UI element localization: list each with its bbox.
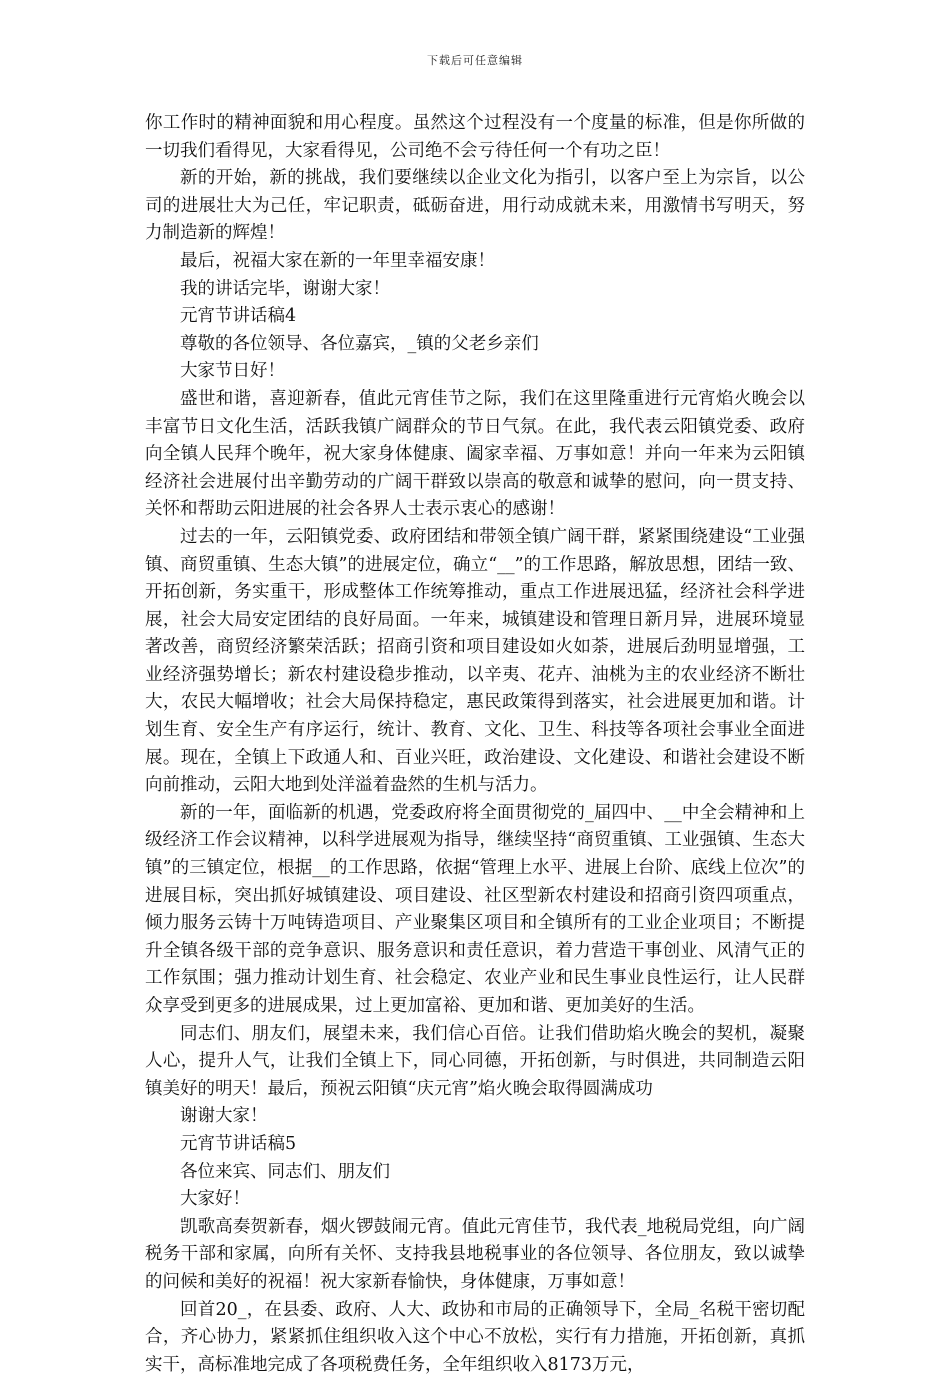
- paragraph: 新的一年，面临新的机遇，党委政府将全面贯彻党的_届四中、__中全会精神和上级经济工作会议精神，以科学进展观为指导，继续坚持“商贸重镇、工业强镇、生态大镇”的三镇定位，根据__的工作思路，依据“管理上水平、进展上台阶、底线上位次”的进展目标，突出抓好城镇建设、项目建设、社区型新农村建设和招商引资四项重点，倾力服务云铸十万吨铸造项目、产业聚集区项目和全镇所有的工业企业项目；不断提升全镇各级干部的竞争意识、服务意识和责任意识，着力营造干事创业、风清气正的工作氛围；强力推动计划生育、社会稳定、农业产业和民生事业良性运行，让人民群众享受到更多的进展成果，过上更加富裕、更加和谐、更加美好的生活。: [145, 802, 805, 1016]
- paragraph: 凯歌高奏贺新春，烟火锣鼓闹元宵。值此元宵佳节，我代表_地税局党组，向广阔税务干部和家属，向所有关怀、支持我县地税事业的各位领导、各位朋友，致以诚挚的问候和美好的祝福！祝大家新春愉快，身体健康，万事如意！: [145, 1216, 805, 1292]
- paragraph: 同志们、朋友们，展望未来，我们信心百倍。让我们借助焰火晚会的契机，凝聚人心，提升人气，让我们全镇上下，同心同德，开拓创新，与时俱进，共同制造云阳镇美好的明天！最后，预祝云阳镇“庆元宵”焰火晚会取得圆满成功: [145, 1023, 805, 1099]
- salutation: 尊敬的各位领导、各位嘉宾，_镇的父老乡亲们: [180, 333, 539, 354]
- section-title: 元宵节讲话稿5: [180, 1133, 297, 1154]
- greeting: 大家好！: [180, 1189, 250, 1210]
- salutation: 各位来宾、同志们、朋友们: [180, 1161, 390, 1182]
- paragraph: 我的讲话完毕，谢谢大家！: [180, 278, 390, 299]
- paragraph: 新的开始，新的挑战，我们要继续以企业文化为指引，以客户至上为宗旨，以公司的进展壮大为己任，牢记职责，砥砺奋进，用行动成就未来，用激情书写明天，努力制造新的辉煌！: [145, 168, 805, 244]
- paragraph: 回首20_，在县委、政府、人大、政协和市局的正确领导下，全局_名税干密切配合，齐心协力，紧紧抓住组织收入这个中心不放松，实行有力措施，开拓创新，真抓实干，高标准地完成了各项税费任务，全年组织收入8173万元，: [145, 1299, 805, 1375]
- paragraph: 过去的一年，云阳镇党委、政府团结和带领全镇广阔干群，紧紧围绕建设“工业强镇、商贸重镇、生态大镇”的进展定位，确立“__”的工作思路，解放思想，团结一致、开拓创新，务实重干，形成整体工作统筹推动，重点工作进展迅猛，经济社会科学进展，社会大局安定团结的良好局面。一年来，城镇建设和管理日新月异，进展环境显著改善，商贸经济繁荣活跃；招商引资和项目建设如火如荼，进展后劲明显增强，工业经济强势增长；新农村建设稳步推动，以辛夷、花卉、油桃为主的农业经济不断壮大，农民大幅增收；社会大局保持稳定，惠民政策得到落实，社会进展更加和谐。计划生育、安全生产有序运行，统计、教育、文化、卫生、科技等各项社会事业全面进展。现在，全镇上下政通人和、百业兴旺，政治建设、文化建设、和谐社会建设不断向前推动，云阳大地到处洋溢着盎然的生机与活力。: [145, 526, 805, 796]
- section-title: 元宵节讲话稿4: [180, 306, 297, 327]
- document-body: [145, 110, 805, 1379]
- paragraph: 你工作时的精神面貌和用心程度。虽然这个过程没有一个度量的标准，但是你所做的一切我们看得见，大家看得见，公司绝不会亏待任何一个有功之臣！: [145, 113, 805, 161]
- paragraph: 最后，祝福大家在新的一年里幸福安康！: [180, 250, 495, 271]
- page-header-note: 下载后可任意编辑: [427, 54, 523, 67]
- paragraph: 盛世和谐，喜迎新春，值此元宵佳节之际，我们在这里隆重进行元宵焰火晚会以丰富节日文化生活，活跃我镇广阔群众的节日气氛。在此，我代表云阳镇党委、政府向全镇人民拜个晚年，祝大家身体健康、阖家幸福、万事如意！并向一年来为云阳镇经济社会进展付出辛勤劳动的广阔干群致以崇高的敬意和诚挚的慰问，向一贯支持、关怀和帮助云阳进展的社会各界人士表示衷心的感谢！: [145, 388, 805, 520]
- closing: 谢谢大家！: [180, 1106, 268, 1127]
- greeting: 大家节日好！: [180, 361, 285, 382]
